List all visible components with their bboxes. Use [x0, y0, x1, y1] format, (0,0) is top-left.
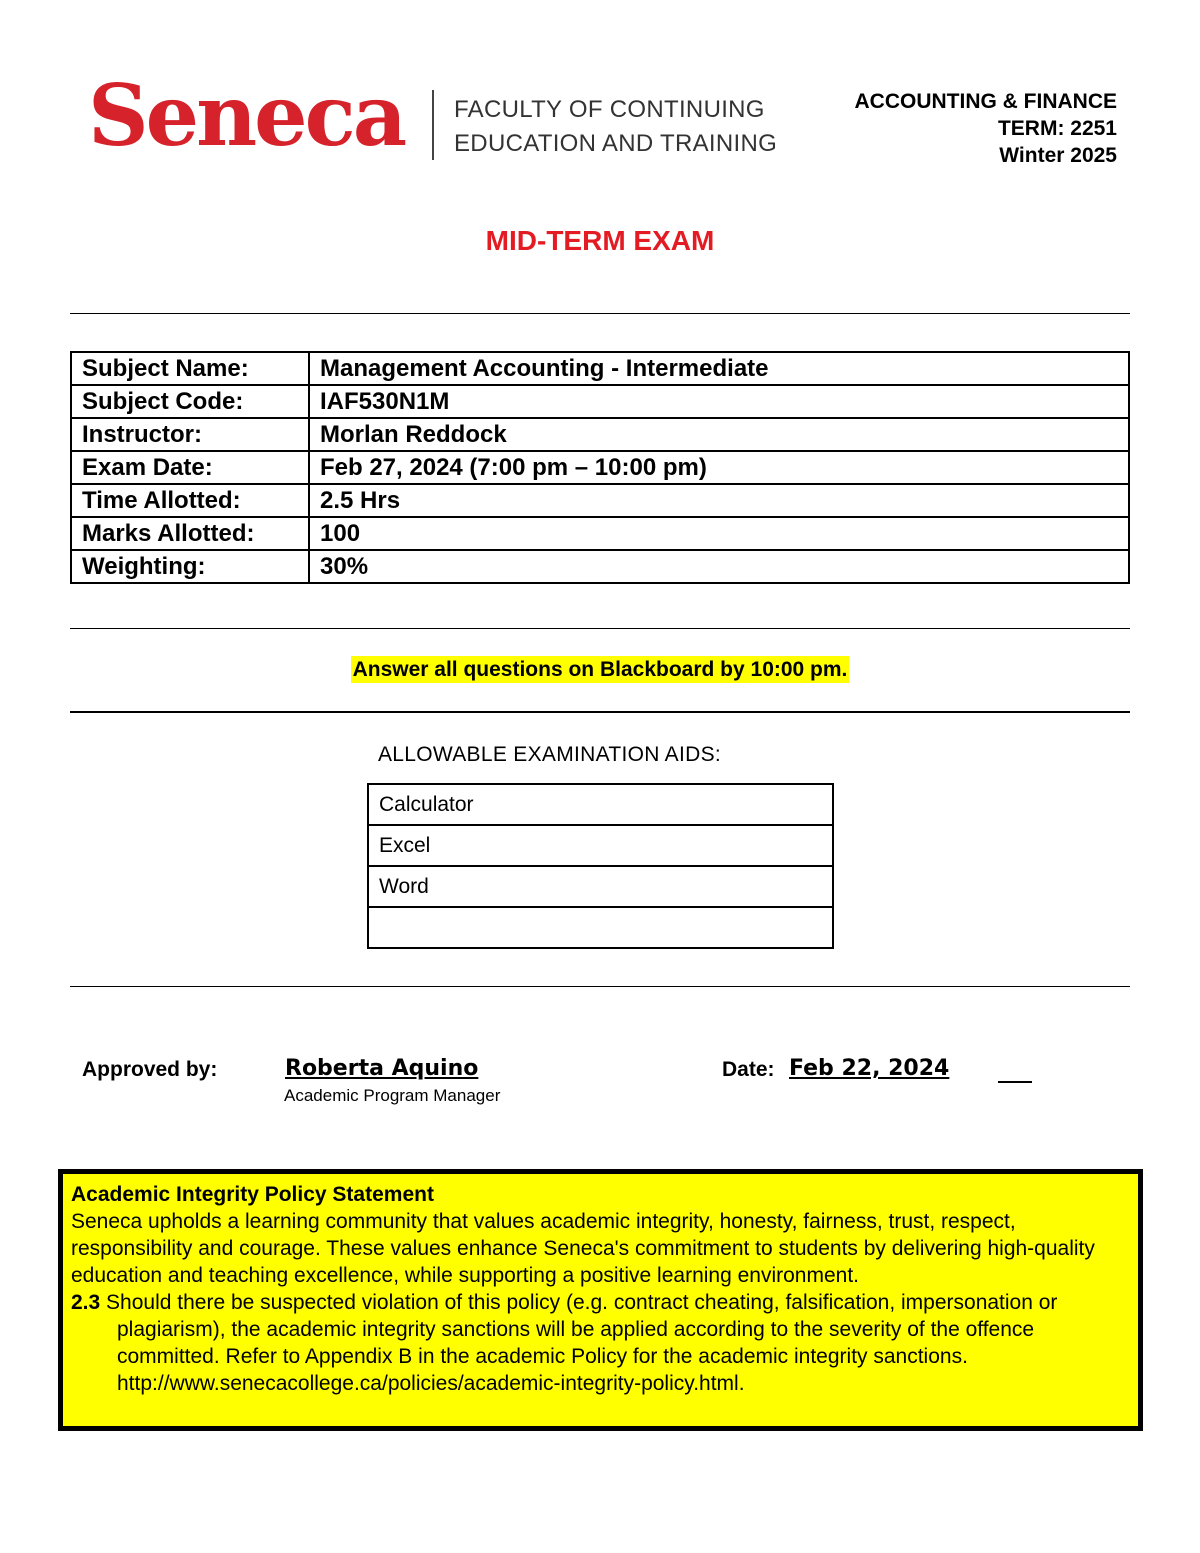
aid-item: Calculator	[368, 784, 833, 825]
date-blank-line	[998, 1081, 1032, 1083]
table-row	[368, 866, 833, 907]
approver-role: Academic Program Manager	[284, 1086, 501, 1105]
term-code: TERM: 2251	[997, 117, 1117, 140]
exam-date-label: Exam Date:	[71, 451, 309, 484]
table-row	[71, 385, 1129, 418]
faculty-name	[454, 93, 777, 161]
table-row	[71, 550, 1129, 583]
table-row	[368, 825, 833, 866]
weighting-label: Weighting:	[71, 550, 309, 583]
divider-4	[70, 986, 1130, 987]
table-row	[71, 484, 1129, 517]
table-row	[368, 907, 833, 948]
notice-highlight: Answer all questions on Blackboard by 10:00 pm.	[352, 658, 848, 681]
seneca-logo: Seneca	[88, 66, 405, 165]
table-row	[71, 352, 1129, 385]
term-season: Winter 2025	[999, 144, 1117, 167]
approval-date: Feb 22, 2024	[789, 1056, 950, 1081]
time-allotted-value: 2.5 Hrs	[309, 484, 1129, 517]
faculty-line-1: FACULTY OF CONTINUING	[454, 96, 765, 123]
aids-table	[367, 783, 834, 949]
exam-title: MID-TERM EXAM	[485, 225, 715, 256]
department-block	[855, 88, 1118, 169]
table-row	[71, 517, 1129, 550]
logo-divider	[432, 90, 434, 160]
policy-item-number: 2.3	[71, 1291, 101, 1314]
table-row	[71, 451, 1129, 484]
aid-item	[368, 907, 833, 948]
academic-integrity-box	[58, 1169, 1143, 1431]
divider-3	[70, 711, 1130, 713]
marks-allotted-label: Marks Allotted:	[71, 517, 309, 550]
marks-allotted-value: 100	[309, 517, 1129, 550]
department-name: ACCOUNTING & FINANCE	[854, 90, 1117, 113]
subject-name-value: Management Accounting - Intermediate	[309, 352, 1129, 385]
exam-info-table	[70, 351, 1130, 584]
time-allotted-label: Time Allotted:	[71, 484, 309, 517]
subject-code-label: Subject Code:	[71, 385, 309, 418]
table-row	[71, 418, 1129, 451]
subject-name-label: Subject Name:	[71, 352, 309, 385]
policy-item	[71, 1289, 1130, 1397]
faculty-line-2: EDUCATION AND TRAINING	[454, 130, 778, 157]
divider-1	[70, 313, 1130, 314]
instructor-value: Morlan Reddock	[309, 418, 1129, 451]
table-row	[368, 784, 833, 825]
aids-title: ALLOWABLE EXAMINATION AIDS:	[378, 743, 722, 766]
aid-item: Word	[368, 866, 833, 907]
approved-by-label: Approved by:	[82, 1058, 218, 1081]
divider-2	[70, 628, 1130, 629]
weighting-value: 30%	[309, 550, 1129, 583]
subject-code-value: IAF530N1M	[309, 385, 1129, 418]
aid-item: Excel	[368, 825, 833, 866]
policy-body: Seneca upholds a learning community that values academic integrity, honesty, fairness, trust, respect, responsibility and courage. These values enhance Seneca's commitment to students by delivering high-quality education and teaching excellence, while supporting a positive learning environment.	[71, 1210, 1095, 1287]
policy-item-text: Should there be suspected violation of this policy (e.g. contract cheating, falsification, impersonation or plagiarism), the academic integrity sanctions will be applied according to the severity of the offence committed. Refer to Appendix B in the academic Policy for the academic integrity sanctions. http://www.senecacollege.ca/policies/academic-integrity-policy.html.	[106, 1291, 1058, 1395]
instructor-label: Instructor:	[71, 418, 309, 451]
date-label: Date:	[722, 1058, 775, 1081]
policy-title: Academic Integrity Policy Statement	[71, 1183, 434, 1206]
submission-notice	[0, 658, 1200, 682]
approver-name: Roberta Aquino	[285, 1056, 479, 1081]
exam-date-value: Feb 27, 2024 (7:00 pm – 10:00 pm)	[309, 451, 1129, 484]
